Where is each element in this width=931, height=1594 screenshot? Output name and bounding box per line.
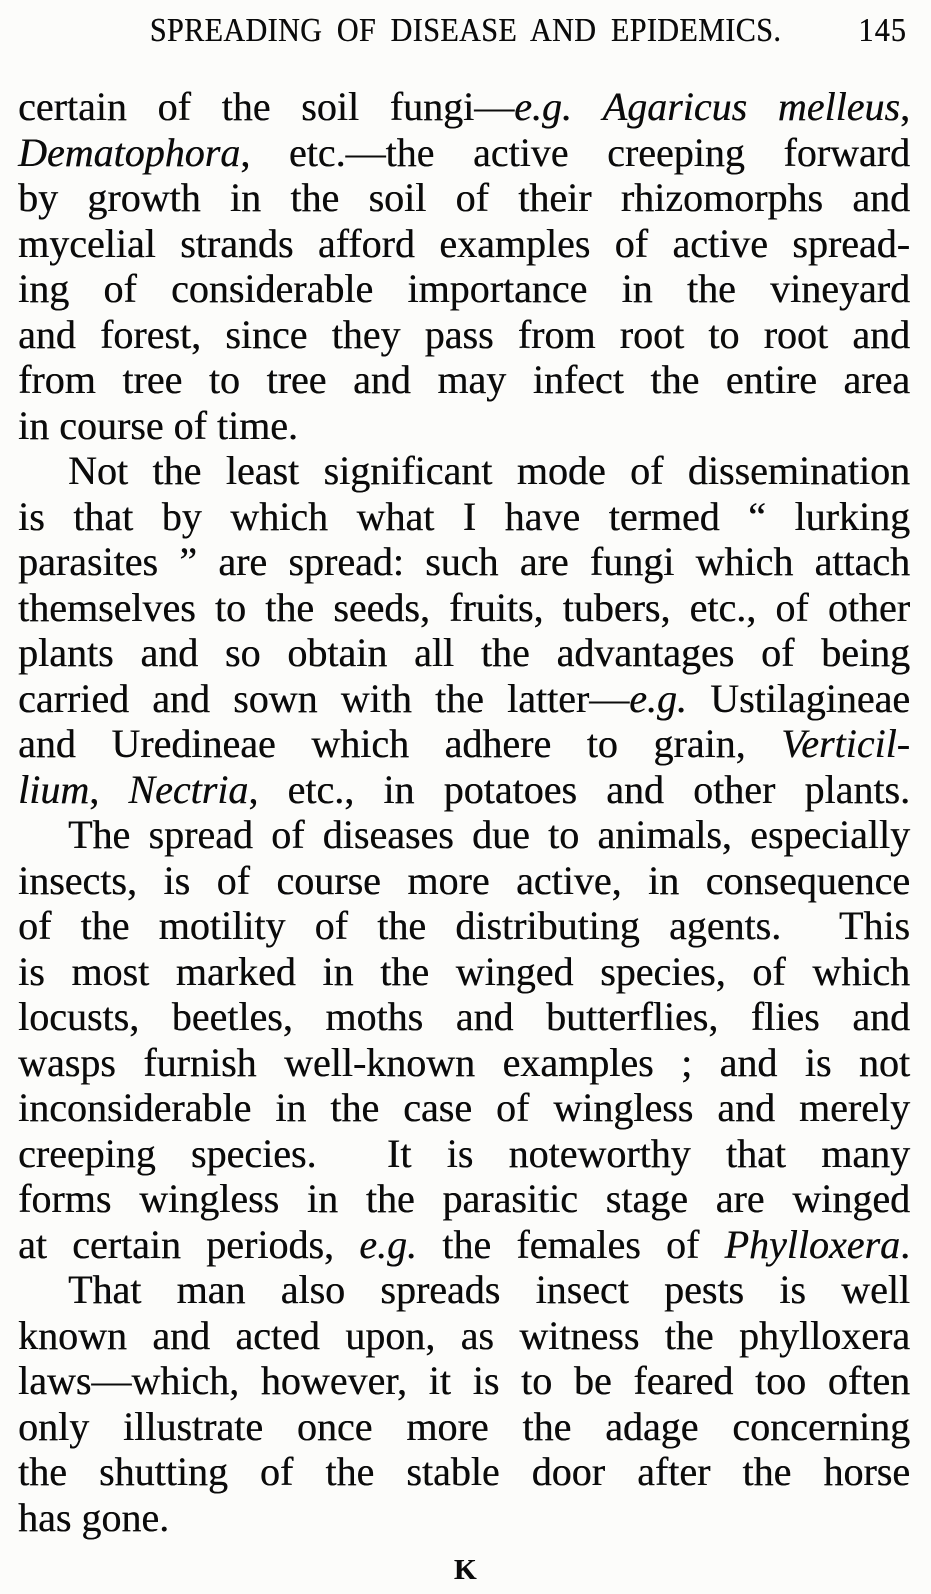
text-line: lium, Nectria, etc., in potatoes and other plants. <box>18 766 911 812</box>
text-line: known and acted upon, as witness the phylloxera <box>18 1312 910 1358</box>
text-line: has gone. <box>18 1494 170 1540</box>
text-line: Dematophora, etc.—the active creeping forward <box>18 129 910 175</box>
text-line: insects, is of course more active, in consequence <box>18 857 910 903</box>
page-number: 145 <box>858 12 907 49</box>
text-line: is most marked in the winged species, of which <box>18 948 910 994</box>
signature-mark: K <box>453 1554 478 1586</box>
text-line: mycelial strands afford examples of active spread- <box>18 220 910 266</box>
text-line: laws—which, however, it is to be feared too often <box>18 1358 910 1403</box>
text-line: in course of time. <box>18 402 298 448</box>
text-line: carried and sown with the latter—e.g. Ustilagineae <box>18 675 910 721</box>
paragraph <box>18 448 910 812</box>
text-line: plants and so obtain all the advantages of being <box>18 630 910 675</box>
text-line: creeping species. It is noteworthy that many <box>18 1130 910 1176</box>
text-line: The spread of diseases due to animals, especially <box>68 812 910 857</box>
paragraph <box>18 84 910 448</box>
text-line: is that by which what I have termed “ lurking <box>18 493 910 539</box>
text-line: ing of considerable importance in the vineyard <box>18 266 910 311</box>
text-line: wasps furnish well-known examples ; and is not <box>18 1039 910 1085</box>
text-line: by growth in the soil of their rhizomorphs and <box>18 175 910 220</box>
text-line: only illustrate once more the adage concerning <box>18 1403 910 1449</box>
page-body <box>18 84 910 1540</box>
text-line: of the motility of the distributing agents. This <box>18 903 910 948</box>
text-line: and Uredineae which adhere to grain, Verticil- <box>18 721 910 766</box>
text-line: That man also spreads insect pests is well <box>68 1267 910 1312</box>
text-line: certain of the soil fungi—e.g. Agaricus melleus, <box>18 84 910 129</box>
text-line: the shutting of the stable door after the horse <box>18 1449 910 1494</box>
text-line: at certain periods, e.g. the females of Phylloxera. <box>18 1221 911 1267</box>
text-line: parasites ” are spread: such are fungi which attach <box>18 539 910 584</box>
running-header <box>0 12 931 59</box>
page-title: SPREADING OF DISEASE AND EPIDEMICS. <box>149 12 782 49</box>
text-line: forms wingless in the parasitic stage are winged <box>18 1176 910 1221</box>
text-line: and forest, since they pass from root to root and <box>18 311 910 357</box>
paragraph <box>18 1267 910 1540</box>
paragraph <box>18 812 910 1267</box>
text-line: Not the least significant mode of dissemination <box>68 448 910 493</box>
text-line: from tree to tree and may infect the entire area <box>18 357 910 402</box>
text-line: inconsiderable in the case of wingless and merely <box>18 1085 910 1130</box>
text-line: locusts, beetles, moths and butterflies, flies and <box>18 994 910 1039</box>
text-line: themselves to the seeds, fruits, tubers, etc., of other <box>18 584 910 630</box>
